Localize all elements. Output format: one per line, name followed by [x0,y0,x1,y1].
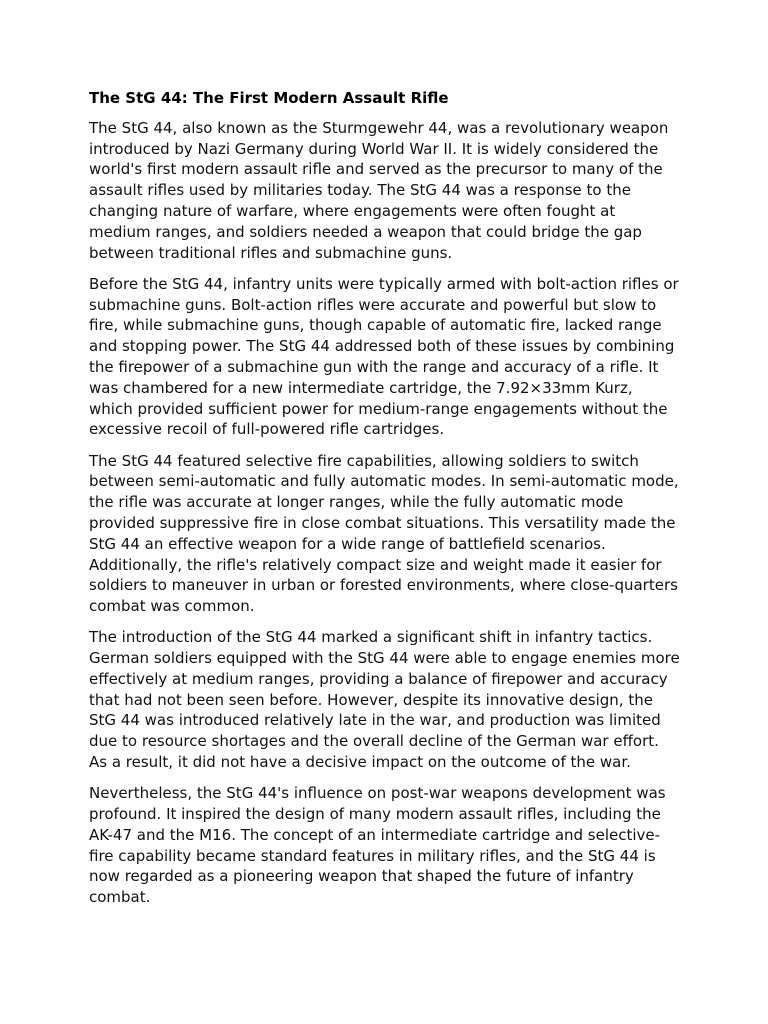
document-page [89,88,681,918]
paragraph-before-stg44: Before the StG 44, infantry units were typically armed with bolt-action rifles or submachine guns. Bolt-action rifles were accurate and powerful but slow to fire, while submachine guns, though capable of automatic fire, lacked range and stopping power. The StG 44 addressed both of these issues by combining the firepower of a submachine gun with the range and accuracy of a rifle. It was chambered for a new intermediate cartridge, the 7.92×33mm Kurz, which provided sufficient power for medium-range engagements without the excessive recoil of full-powered rifle cartridges. [89,274,679,439]
paragraph-selective-fire: The StG 44 featured selective fire capabilities, allowing soldiers to switch between semi-automatic and fully automatic modes. In semi-automatic mode, the rifle was accurate at longer ranges, while the fully automatic mode provided suppressive fire in close combat situations. This versatility made the StG 44 an effective weapon for a wide range of battlefield scenarios. Additionally, the rifle's relatively compact size and weight made it easier for soldiers to maneuver in urban or forested environments, where close-quarters combat was common. [89,451,679,616]
paragraph-post-war-influence: Nevertheless, the StG 44's influence on post-war weapons development was profound. It inspired the design of many modern assault rifles, including the AK-47 and the M16. The concept of an intermediate cartridge and selective-fire capability became standard features in military rifles, and the StG 44 is now regarded as a pioneering weapon that shaped the future of infantry combat. [89,784,666,907]
paragraph-infantry-tactics: The introduction of the StG 44 marked a significant shift in infantry tactics. German soldiers equipped with the StG 44 were able to engage enemies more effectively at medium ranges, providing a balance of firepower and accuracy that had not been seen before. However, despite its innovative design, the StG 44 was introduced relatively late in the war, and production was limited due to resource shortages and the overall decline of the German war effort. As a result, it did not have a decisive impact on the outcome of the war. [89,628,680,772]
document-title: The StG 44: The First Modern Assault Rifle [89,89,449,107]
paragraph-introduction: The StG 44, also known as the Sturmgewehr 44, was a revolutionary weapon introduced by Nazi Germany during World War II. It is widely considered the world's first modern assault rifle and served as the precursor to many of the assault rifles used by militaries today. The StG 44 was a response to the changing nature of warfare, where engagements were often fought at medium ranges, and soldiers needed a weapon that could bridge the gap between traditional rifles and submachine guns. [89,118,669,262]
